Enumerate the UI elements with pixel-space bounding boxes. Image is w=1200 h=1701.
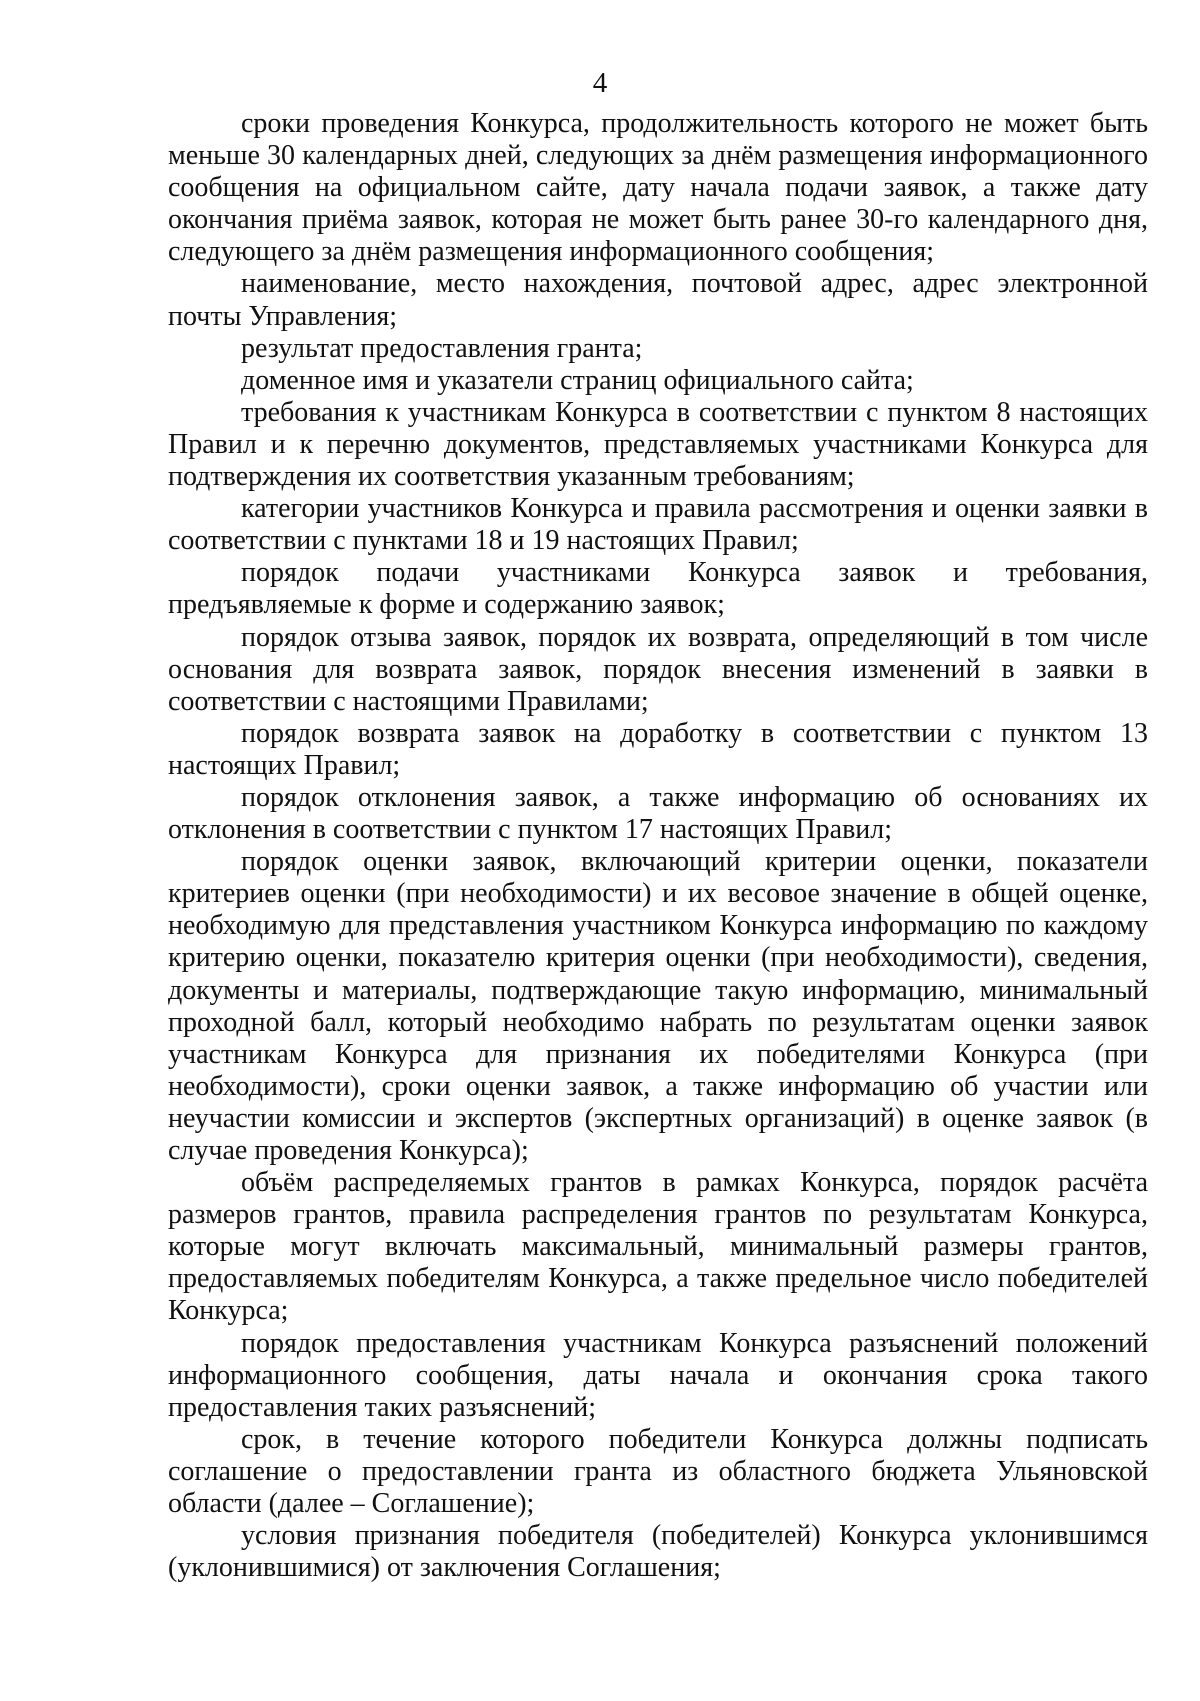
paragraph-application-return: порядок возврата заявок на доработку в соответствии с пунктом 13 настоящих Правил; xyxy=(168,717,1148,781)
paragraph-grant-volume: объём распределяемых грантов в рамках Конкурса, порядок расчёта размеров грантов, правила распределения грантов по результатам Конкурса, которые могут включать максимальный, минимальный размеры грантов, предоставляемых победителям Конкурса, а также предельное число победителей Конкурса; xyxy=(168,1167,1148,1327)
paragraph-agreement-deadline: срок, в течение которого победители Конкурса должны подписать соглашение о предоставлении гранта из областного бюджета Ульяновской области (далее – Соглашение); xyxy=(168,1423,1148,1520)
paragraph-application-evaluation: порядок оценки заявок, включающий критерии оценки, показатели критериев оценки (при необходимости) и их весовое значение в общей оценке, необходимую для представления участником Конкурса информацию по каждому критерию оценки, показателю критерия оценки (при необходимости), сведения, документы и материалы, подтверждающие такую информацию, минимальный проходной балл, который необходимо набрать по результатам оценки заявок участникам Конкурса для признания их победителями Конкурса (при необходимости), сроки оценки заявок, а также информацию об участии или неучастии комиссии и экспертов (экспертных организаций) в оценке заявок (в случае проведения Конкурса); xyxy=(168,846,1148,1166)
paragraph-participant-categories: категории участников Конкурса и правила рассмотрения и оценки заявки в соответствии с пунктами 18 и 19 настоящих Правил; xyxy=(168,493,1148,557)
paragraph-application-rejection: порядок отклонения заявок, а также информацию об основаниях их отклонения в соответствии с пунктом 17 настоящих Правил; xyxy=(168,781,1148,846)
paragraph-evasion-conditions: условия признания победителя (победителей) Конкурса уклонившимся (уклонившимися) от заключения Соглашения; xyxy=(168,1520,1148,1584)
page-number: 4 xyxy=(592,67,608,99)
paragraph-department-address: наименование, место нахождения, почтовой адрес, адрес электронной почты Управления; xyxy=(168,268,1148,332)
paragraph-domain-name: доменное имя и указатели страниц официального сайта; xyxy=(241,364,914,396)
paragraph-application-withdrawal: порядок отзыва заявок, порядок их возврата, определяющий в том числе основания для возврата заявок, порядок внесения изменений в заявки в соответствии с настоящими Правилами; xyxy=(168,621,1148,717)
document-body xyxy=(168,108,1148,1584)
paragraph-participant-requirements: требования к участникам Конкурса в соответствии с пунктом 8 настоящих Правил и к перечню документов, представляемых участниками Конкурса для подтверждения их соответствия указанным требованиям; xyxy=(168,396,1148,493)
paragraph-application-submission: порядок подачи участниками Конкурса заявок и требования, предъявляемые к форме и содержанию заявок; xyxy=(168,557,1148,621)
paragraph-grant-result: результат предоставления гранта; xyxy=(241,332,643,364)
paragraph-clarifications: порядок предоставления участникам Конкурса разъяснений положений информационного сообщения, даты начала и окончания срока такого предоставления таких разъяснений; xyxy=(168,1327,1148,1423)
paragraph-competition-dates: сроки проведения Конкурса, продолжительность которого не может быть меньше 30 календарных дней, следующих за днём размещения информационного сообщения на официальном сайте, дату начала подачи заявок, а также дату окончания приёма заявок, которая не может быть ранее 30-го календарного дня, следующего за днём размещения информационного сообщения; xyxy=(168,108,1148,268)
